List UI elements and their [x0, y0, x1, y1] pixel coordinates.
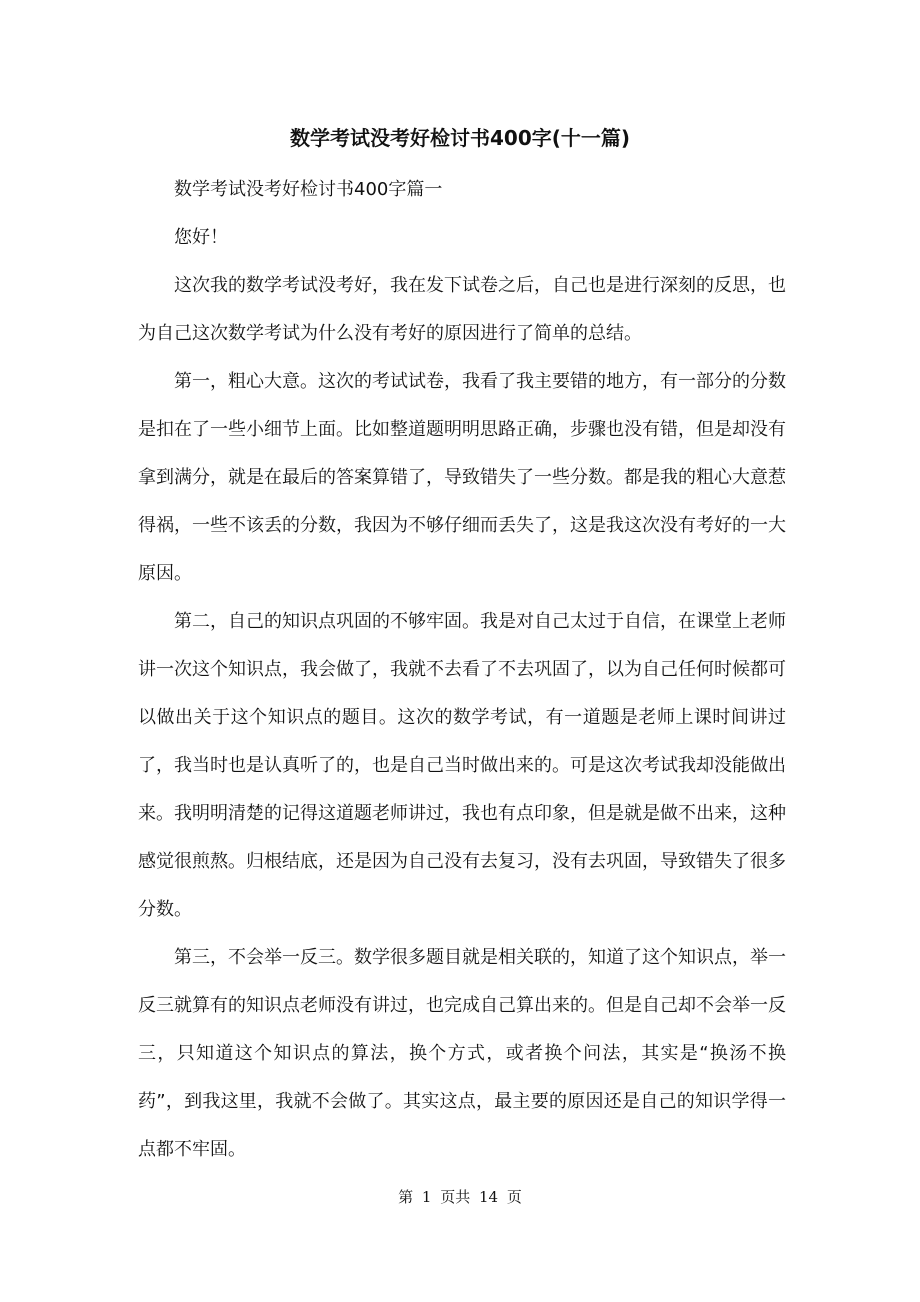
paragraph-point-1: 第一，粗心大意。这次的考试试卷，我看了我主要错的地方，有一部分的分数是扣在了一些小细节上面。比如整道题明明思路正确，步骤也没有错，但是却没有拿到满分，就是在最后的答案算错了，导致错失了一些分数。都是我的粗心大意惹得祸，一些不该丢的分数，我因为不够仔细而丢失了，这是我这次没有考好的一大原因。 — [138, 371, 786, 584]
footer-middle: 页共 — [440, 1188, 471, 1206]
footer-suffix: 页 — [506, 1188, 522, 1206]
footer-prefix: 第 — [398, 1188, 414, 1206]
footer-page-number: 1 — [421, 1188, 432, 1206]
document-title: 数学考试没考好检讨书400字(十一篇) — [289, 126, 631, 150]
paragraph-point-2: 第二，自己的知识点巩固的不够牢固。我是对自己太过于自信，在课堂上老师讲一次这个知识点，我会做了，我就不去看了不去巩固了，以为自己任何时候都可以做出关于这个知识点的题目。这次的数学考试，有一道题是老师上课时间讲过了，我当时也是认真听了的，也是自己当时做出来的。可是这次考试我却没能做出来。我明明清楚的记得这道题老师讲过，我也有点印象，但是就是做不出来，这种感觉很煎熬。归根结底，还是因为自己没有去复习，没有去巩固，导致错失了很多分数。 — [138, 611, 786, 920]
page-footer — [0, 1186, 920, 1208]
section-heading: 数学考试没考好检讨书400字篇一 — [174, 179, 443, 200]
greeting: 您好！ — [174, 227, 228, 248]
footer-total-pages: 14 — [479, 1188, 499, 1206]
paragraph-intro: 这次我的数学考试没考好，我在发下试卷之后，自己也是进行深刻的反思，也为自己这次数学考试为什么没有考好的原因进行了简单的总结。 — [138, 275, 786, 344]
document-body — [138, 166, 786, 1174]
paragraph-point-3: 第三，不会举一反三。数学很多题目就是相关联的，知道了这个知识点，举一反三就算有的知识点老师没有讲过，也完成自己算出来的。但是自己却不会举一反三，只知道这个知识点的算法，换个方式，或者换个问法，其实是“换汤不换药”，到我这里，我就不会做了。其实这点，最主要的原因还是自己的知识学得一点都不牢固。 — [138, 947, 786, 1160]
